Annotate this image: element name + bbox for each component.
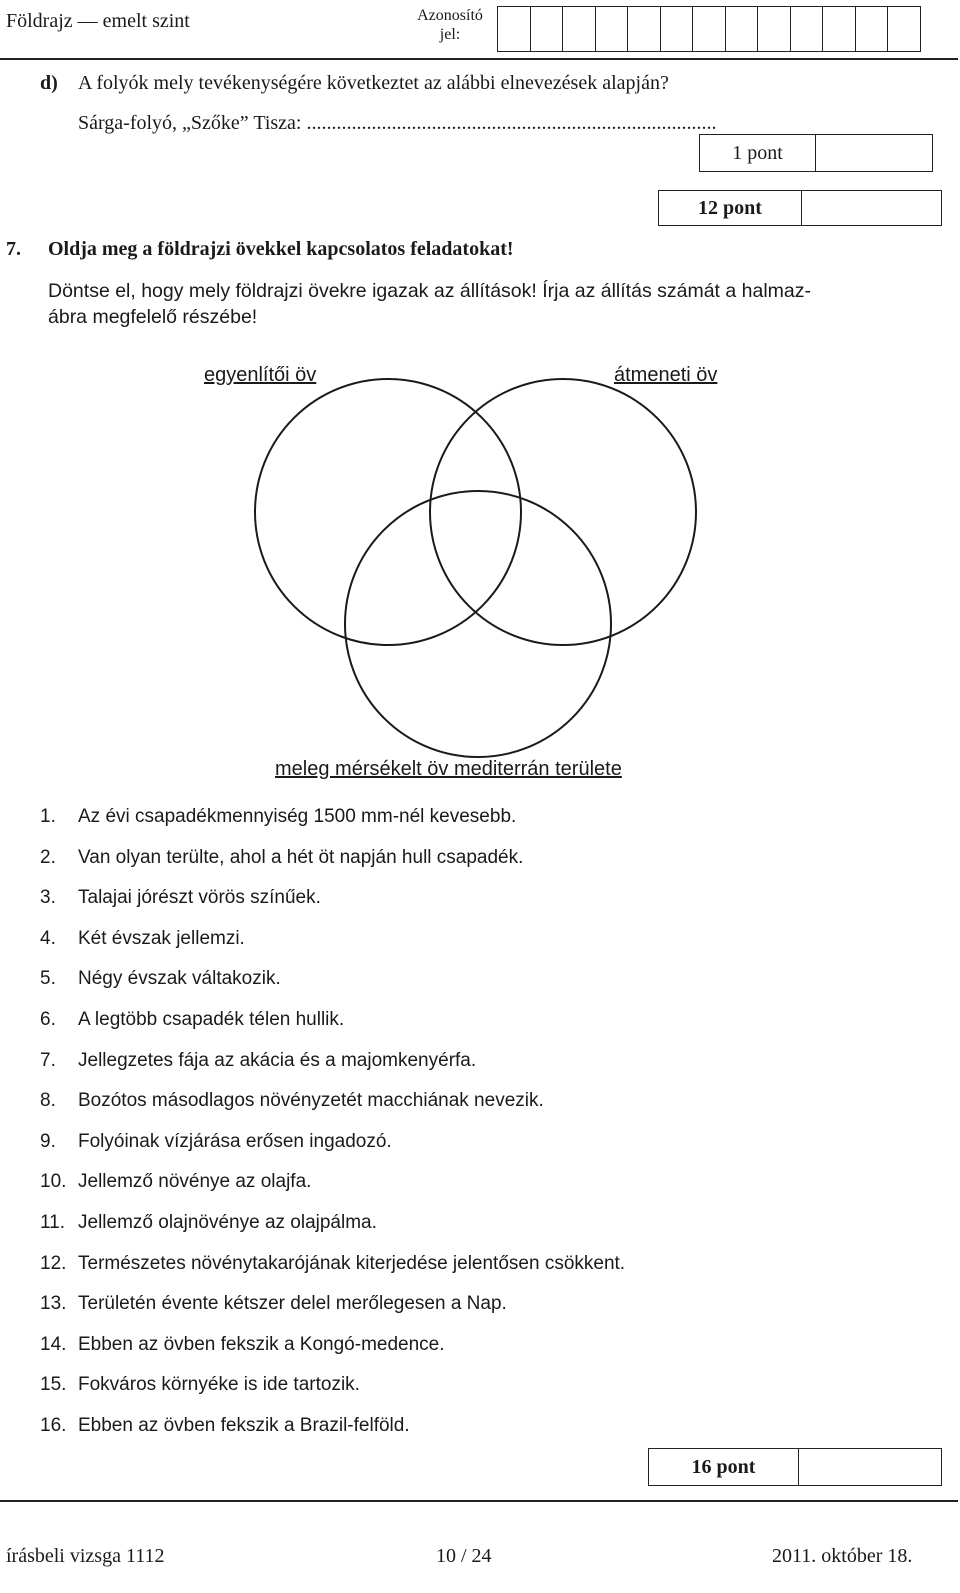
statement-item xyxy=(40,968,281,990)
statement-number: 16. xyxy=(40,1415,67,1436)
statement-text: Az évi csapadékmennyiség 1500 mm-nél kevesebb. xyxy=(78,806,517,827)
question-d-letter: d) xyxy=(40,72,58,94)
statement-item xyxy=(40,1090,544,1112)
venn-label-transitional: átmeneti öv xyxy=(614,364,718,386)
statement-text: Bozótos másodlagos növényzetét macchiának nevezik. xyxy=(78,1090,544,1112)
question-7-title: Oldja meg a földrajzi övekkel kapcsolatos feladatokat! xyxy=(48,238,514,260)
statement-item xyxy=(40,1050,476,1072)
azonosito-label: Azonosító jel: xyxy=(417,7,483,43)
score-label: 12 pont xyxy=(659,191,802,225)
statement-text: Jellemző növénye az olajfa. xyxy=(78,1171,312,1193)
statement-text: Természetes növénytakarójának kiterjedése jelentősen csökkent. xyxy=(78,1252,626,1274)
statement-item xyxy=(40,1415,410,1437)
statement-number: 8. xyxy=(40,1090,56,1112)
question-d-answer-line[interactable]: Sárga-folyó, „Szőke” Tisza: .................................................................................. xyxy=(78,112,717,134)
statement-item xyxy=(40,1253,625,1275)
statement-number: 11. xyxy=(40,1212,66,1233)
statement-number: 15. xyxy=(40,1374,67,1396)
statement-item xyxy=(40,1334,445,1356)
statement-text: Ebben az övben fekszik a Kongó-medence. xyxy=(78,1333,445,1355)
question-7-instruction-2: ábra megfelelő részébe! xyxy=(48,306,258,328)
statement-item xyxy=(40,847,523,869)
statement-item xyxy=(40,1009,344,1031)
footer-date: 2011. október 18. xyxy=(772,1545,913,1567)
statement-item xyxy=(40,1374,360,1396)
statement-text: Jellegzetes fája az akácia és a majomkenyérfa. xyxy=(78,1049,477,1071)
statement-text: Két évszak jellemzi. xyxy=(78,927,245,949)
statement-text: Négy évszak váltakozik. xyxy=(78,968,281,990)
venn-circle-mediterranean[interactable] xyxy=(345,491,611,757)
statement-item xyxy=(40,1131,392,1153)
statement-number: 5. xyxy=(40,968,56,990)
statement-text: A legtöbb csapadék télen hullik. xyxy=(78,1009,345,1030)
statement-text: Talajai jórészt vörös színűek. xyxy=(78,887,321,909)
statement-item xyxy=(40,928,245,950)
venn-circle-transitional[interactable] xyxy=(430,379,696,645)
statement-item xyxy=(40,1293,507,1315)
score-label: 16 pont xyxy=(649,1449,799,1485)
statement-number: 2. xyxy=(40,846,56,868)
statement-text: Folyóinak vízjárása erősen ingadozó. xyxy=(78,1130,392,1152)
score-label: 1 pont xyxy=(700,135,816,171)
statement-number: 10. xyxy=(40,1171,67,1193)
statement-text: Területén évente kétszer delel merőlegesen a Nap. xyxy=(78,1293,507,1315)
statement-number: 9. xyxy=(40,1130,56,1152)
statement-item xyxy=(40,1171,311,1193)
question-7-number: 7. xyxy=(6,238,21,260)
score-box-16pont xyxy=(648,1448,942,1486)
statement-text: Ebben az övben fekszik a Brazil-felföld. xyxy=(78,1415,410,1436)
statement-number: 12. xyxy=(40,1252,67,1274)
question-d-text: A folyók mely tevékenységére következtet az alábbi elnevezések alapján? xyxy=(78,72,669,94)
venn-circle-equatorial[interactable] xyxy=(255,379,521,645)
statement-text: Van olyan terülte, ahol a hét öt napján hull csapadék. xyxy=(78,846,524,868)
statement-item xyxy=(40,887,321,909)
statement-item xyxy=(40,806,516,828)
statement-number: 14. xyxy=(40,1333,67,1355)
venn-label-equatorial: egyenlítői öv xyxy=(204,364,317,386)
footer-page-number: 10 / 24 xyxy=(436,1545,492,1567)
statement-number: 6. xyxy=(40,1009,56,1030)
statement-number: 13. xyxy=(40,1293,67,1315)
venn-label-mediterranean: meleg mérsékelt öv mediterrán területe xyxy=(275,758,622,780)
statement-number: 7. xyxy=(40,1049,56,1071)
statement-text: Jellemző olajnövénye az olajpálma. xyxy=(78,1212,377,1233)
statement-number: 4. xyxy=(40,927,56,949)
footer-exam-code: írásbeli vizsga 1112 xyxy=(6,1545,165,1567)
statement-text: Fokváros környéke is ide tartozik. xyxy=(78,1374,360,1396)
statement-number: 3. xyxy=(40,887,56,909)
statement-number: 1. xyxy=(40,806,56,827)
header-title: Földrajz — emelt szint xyxy=(6,10,190,32)
question-7-instruction-1: Döntse el, hogy mely földrajzi övekre igazak az állítások! Írja az állítás számát a halmaz- xyxy=(48,280,811,302)
footer-divider xyxy=(0,1500,958,1502)
score-input-cell[interactable] xyxy=(799,1449,941,1485)
statement-item xyxy=(40,1212,377,1234)
